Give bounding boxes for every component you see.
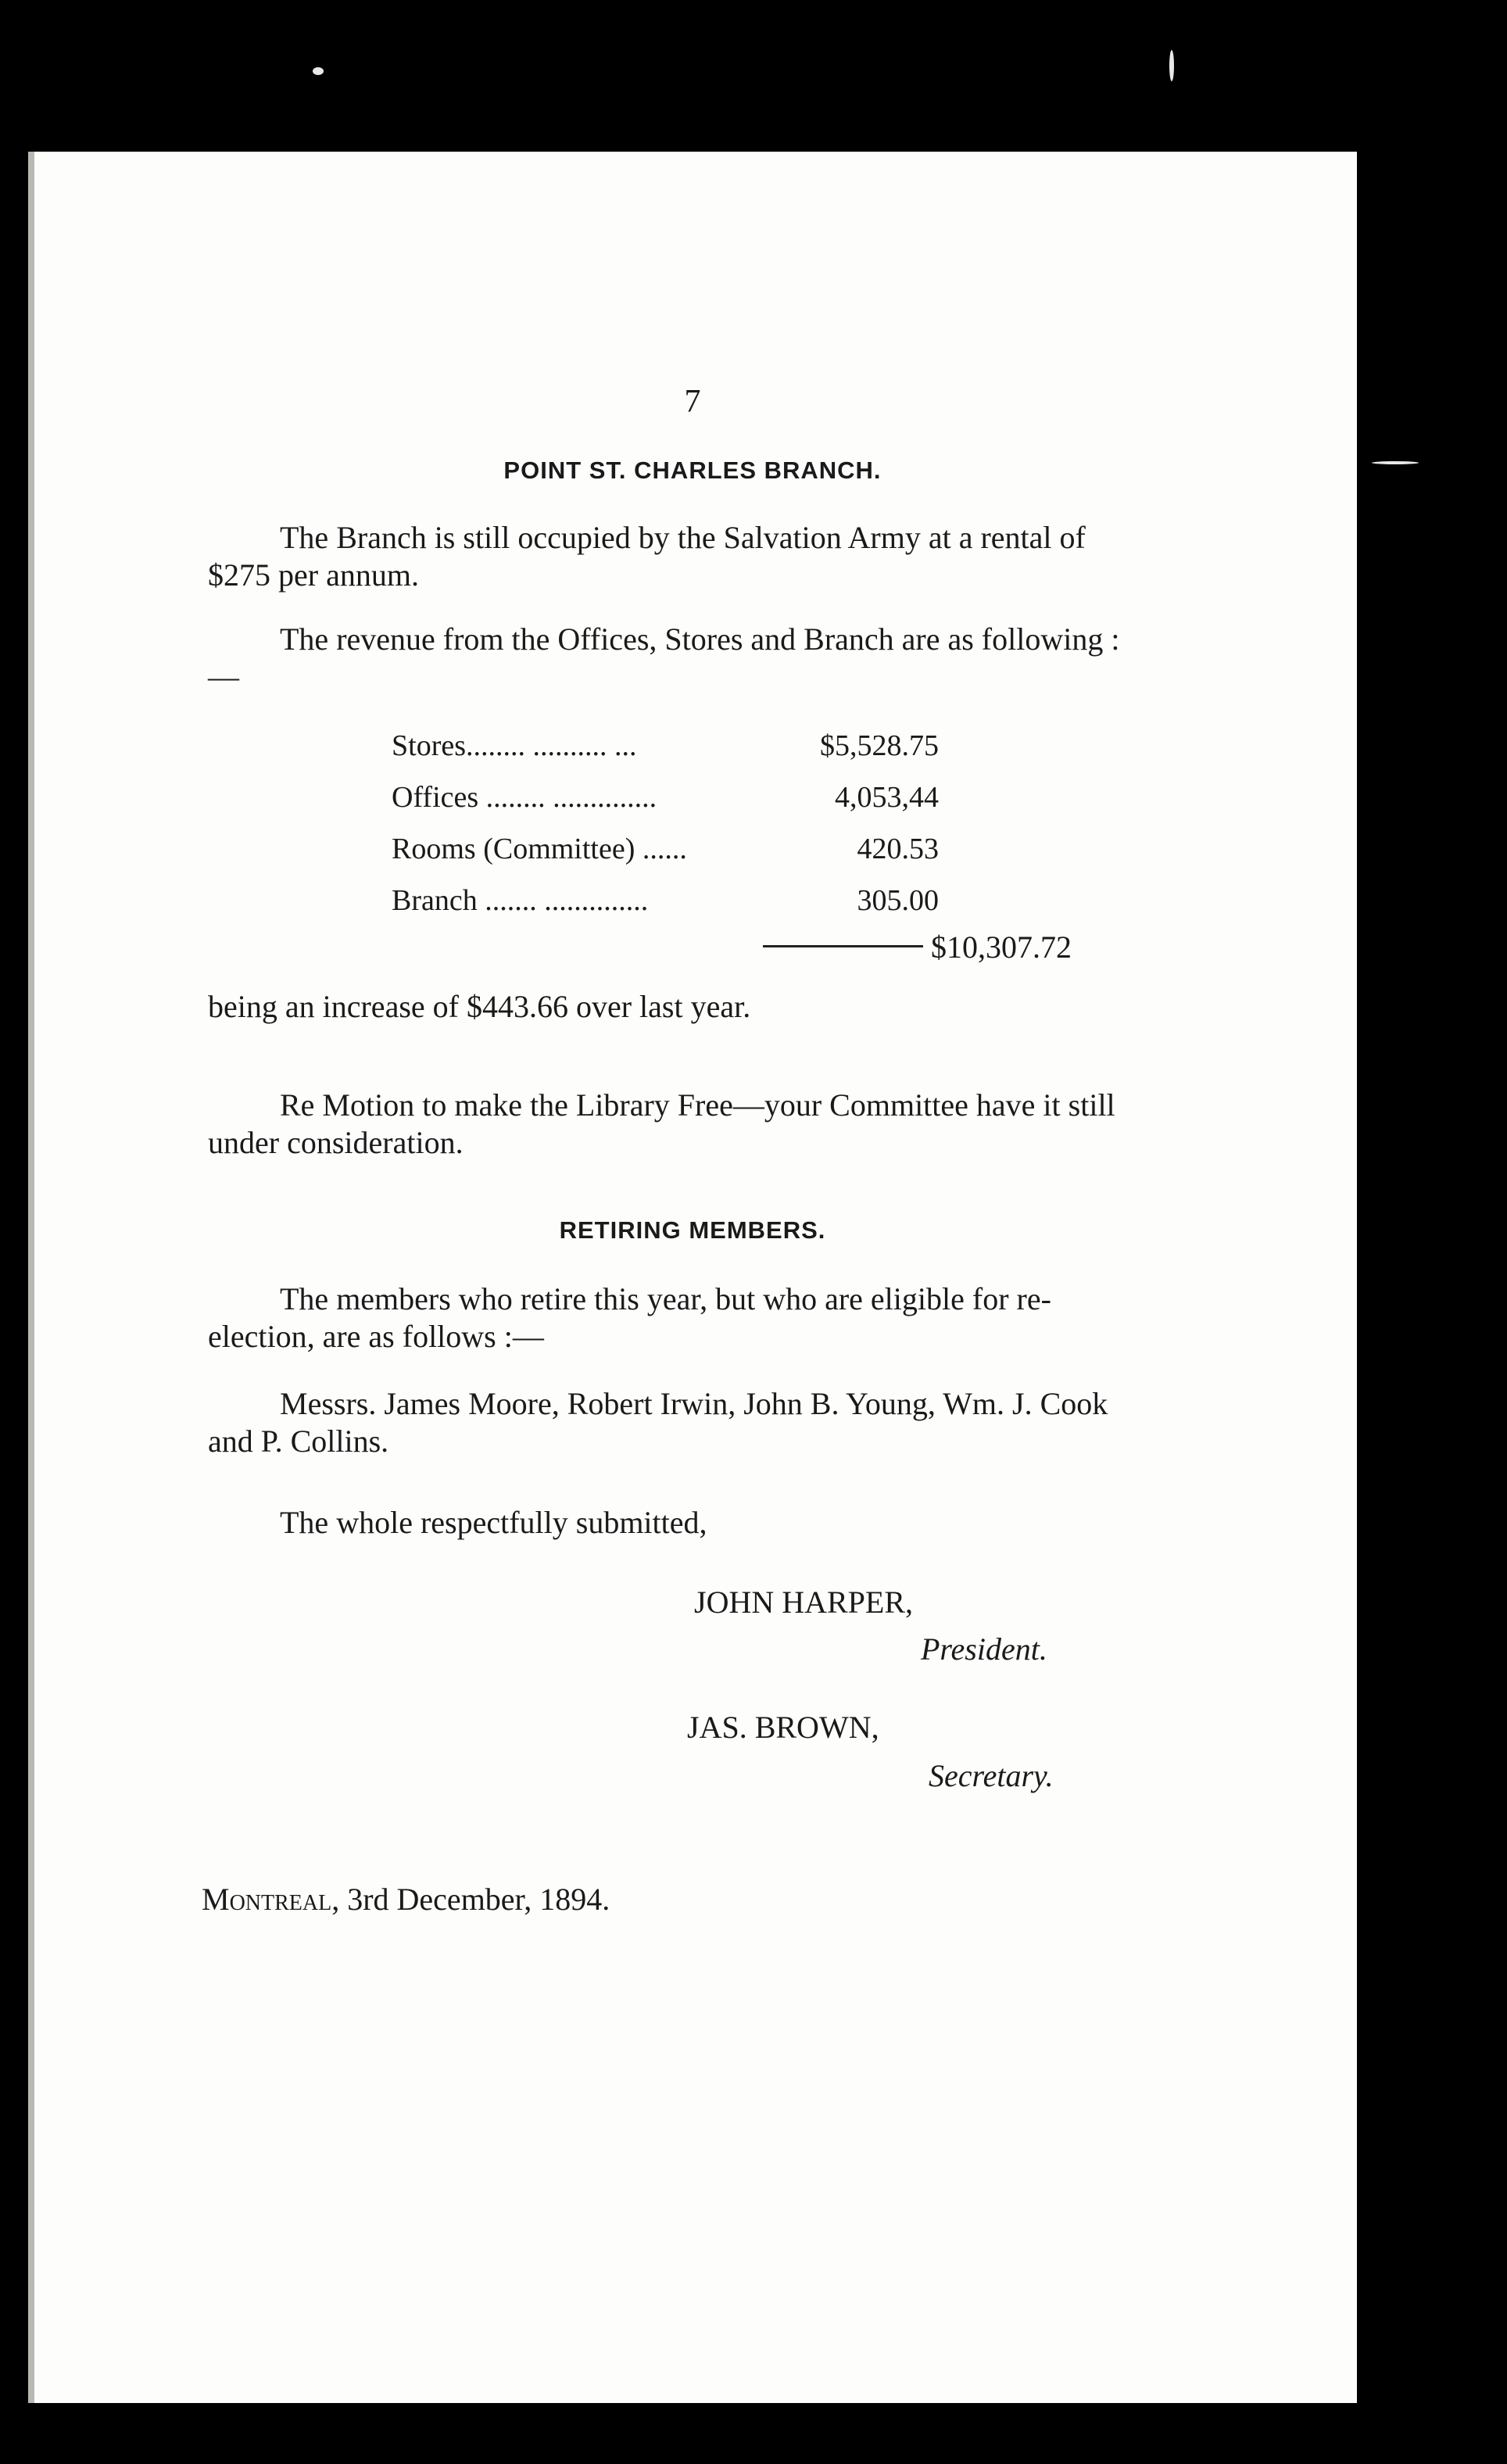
president-title: President. xyxy=(921,1631,1047,1667)
page-number: 7 xyxy=(684,384,701,420)
scan-speck xyxy=(1169,50,1174,81)
document-page xyxy=(28,152,1357,2403)
revenue-amount: $5,528.75 xyxy=(820,729,939,762)
revenue-label: Offices ........ .............. xyxy=(392,781,657,814)
paragraph-increase: being an increase of $443.66 over last year. xyxy=(208,989,751,1024)
revenue-amount: 4,053,44 xyxy=(835,781,939,814)
paragraph-retiring-names: Messrs. James Moore, Robert Irwin, John B. Young, Wm. J. Cook and P. Collins. xyxy=(208,1386,1108,1459)
secretary-title: Secretary. xyxy=(929,1758,1054,1793)
section-heading-branch: POINT ST. CHARLES BRANCH. xyxy=(503,457,882,484)
paragraph-motion: Re Motion to make the Library Free—your Committee have it still under consideration. xyxy=(208,1087,1115,1160)
revenue-label: Rooms (Committee) ...... xyxy=(392,833,687,865)
revenue-label: Branch ....... .............. xyxy=(392,884,649,917)
section-heading-retiring-members: RETIRING MEMBERS. xyxy=(559,1216,826,1244)
paragraph-submitted: The whole respectfully submitted, xyxy=(280,1505,707,1540)
revenue-amount: 305.00 xyxy=(857,884,939,917)
paragraph-revenue-intro: The revenue from the Offices, Stores and Branch are as following :— xyxy=(208,621,1120,694)
paragraph-branch-occupancy: The Branch is still occupied by the Salvation Army at a rental of $275 per annum. xyxy=(208,520,1086,593)
paragraph-retiring-intro: The members who retire this year, but who are eligible for re-election, are as follows :— xyxy=(208,1281,1051,1354)
president-name: JOHN HARPER, xyxy=(694,1585,914,1620)
sum-rule xyxy=(763,945,923,947)
revenue-label: Stores........ .......... ... xyxy=(392,729,637,762)
page-edge-shadow xyxy=(28,152,34,2403)
scan-speck xyxy=(1372,461,1419,464)
revenue-amount: 420.53 xyxy=(857,833,939,865)
revenue-total: $10,307.72 xyxy=(931,929,1072,965)
dateline xyxy=(202,1881,610,1918)
dateline-place: Montreal, xyxy=(202,1882,340,1917)
scan-speck xyxy=(313,67,324,75)
dateline-date: 3rd December, 1894. xyxy=(347,1882,610,1917)
secretary-name: JAS. BROWN, xyxy=(687,1710,879,1745)
